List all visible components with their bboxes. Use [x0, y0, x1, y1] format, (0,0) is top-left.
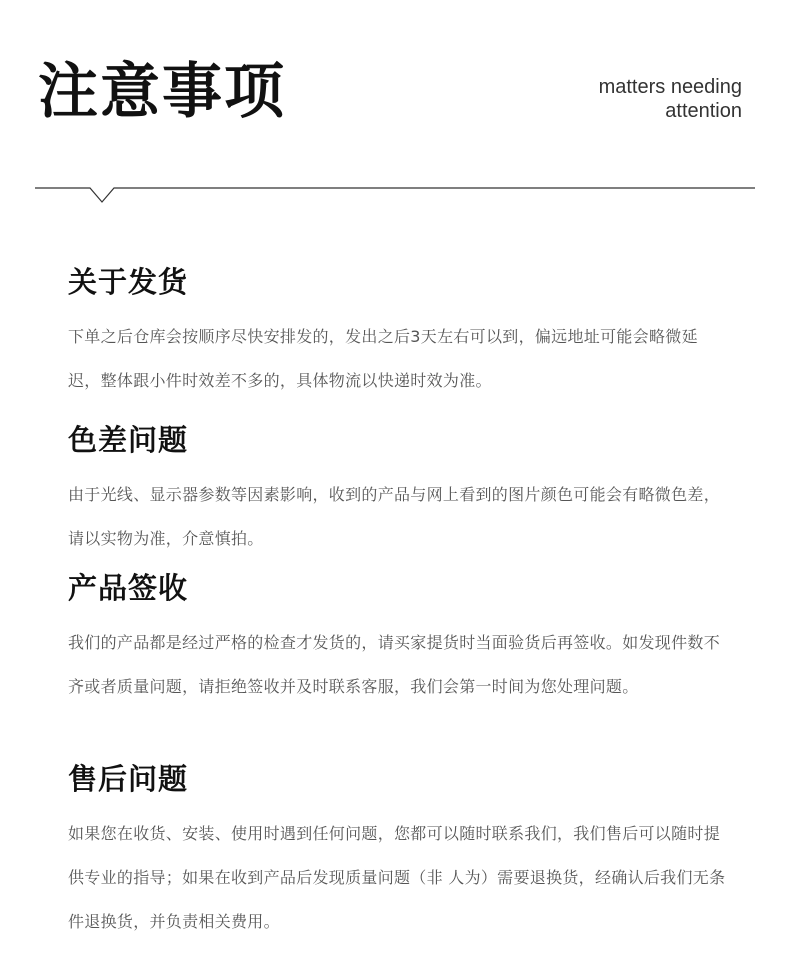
section-heading-shipping: 关于发货: [68, 265, 189, 299]
section-heading-product-receipt: 产品签收: [68, 571, 189, 605]
section-body-shipping: 下单之后仓库会按顺序尽快安排发的，发出之后3天左右可以到，偏远地址可能会略微延迟，整体跟小件时效差不多的，具体物流以快递时效为准。: [68, 327, 698, 390]
section-product-receipt: [68, 570, 728, 709]
section-color-difference: [68, 422, 728, 561]
section-after-sales: [68, 761, 728, 944]
subtitle-line-2: attention: [665, 100, 742, 122]
section-body-product-receipt: 我们的产品都是经过严格的检查才发货的，请买家提货时当面验货后再签收。如发现件数不齐或者质量问题，请拒绝签收并及时联系客服，我们会第一时间为您处理问题。: [68, 633, 721, 696]
section-heading-after-sales: 售后问题: [68, 762, 189, 796]
header-divider: [35, 180, 755, 210]
section-shipping: [68, 264, 728, 403]
page-title: 注意事项: [38, 57, 286, 127]
section-body-color-difference: 由于光线、显示器参数等因素影响，收到的产品与网上看到的图片颜色可能会有略微色差，请以实物为准，介意慎拍。: [68, 485, 721, 548]
subtitle-line-1: matters needing: [598, 76, 742, 98]
section-heading-color-difference: 色差问题: [68, 423, 189, 457]
section-body-after-sales: 如果您在收货、安装、使用时遇到任何问题，您都可以随时联系我们，我们售后可以随时提供专业的指导；如果在收到产品后发现质量问题（非 人为）需要退换货，经确认后我们无条件退换货，并负责相关费用。: [68, 824, 726, 931]
english-subtitle: [599, 75, 742, 123]
